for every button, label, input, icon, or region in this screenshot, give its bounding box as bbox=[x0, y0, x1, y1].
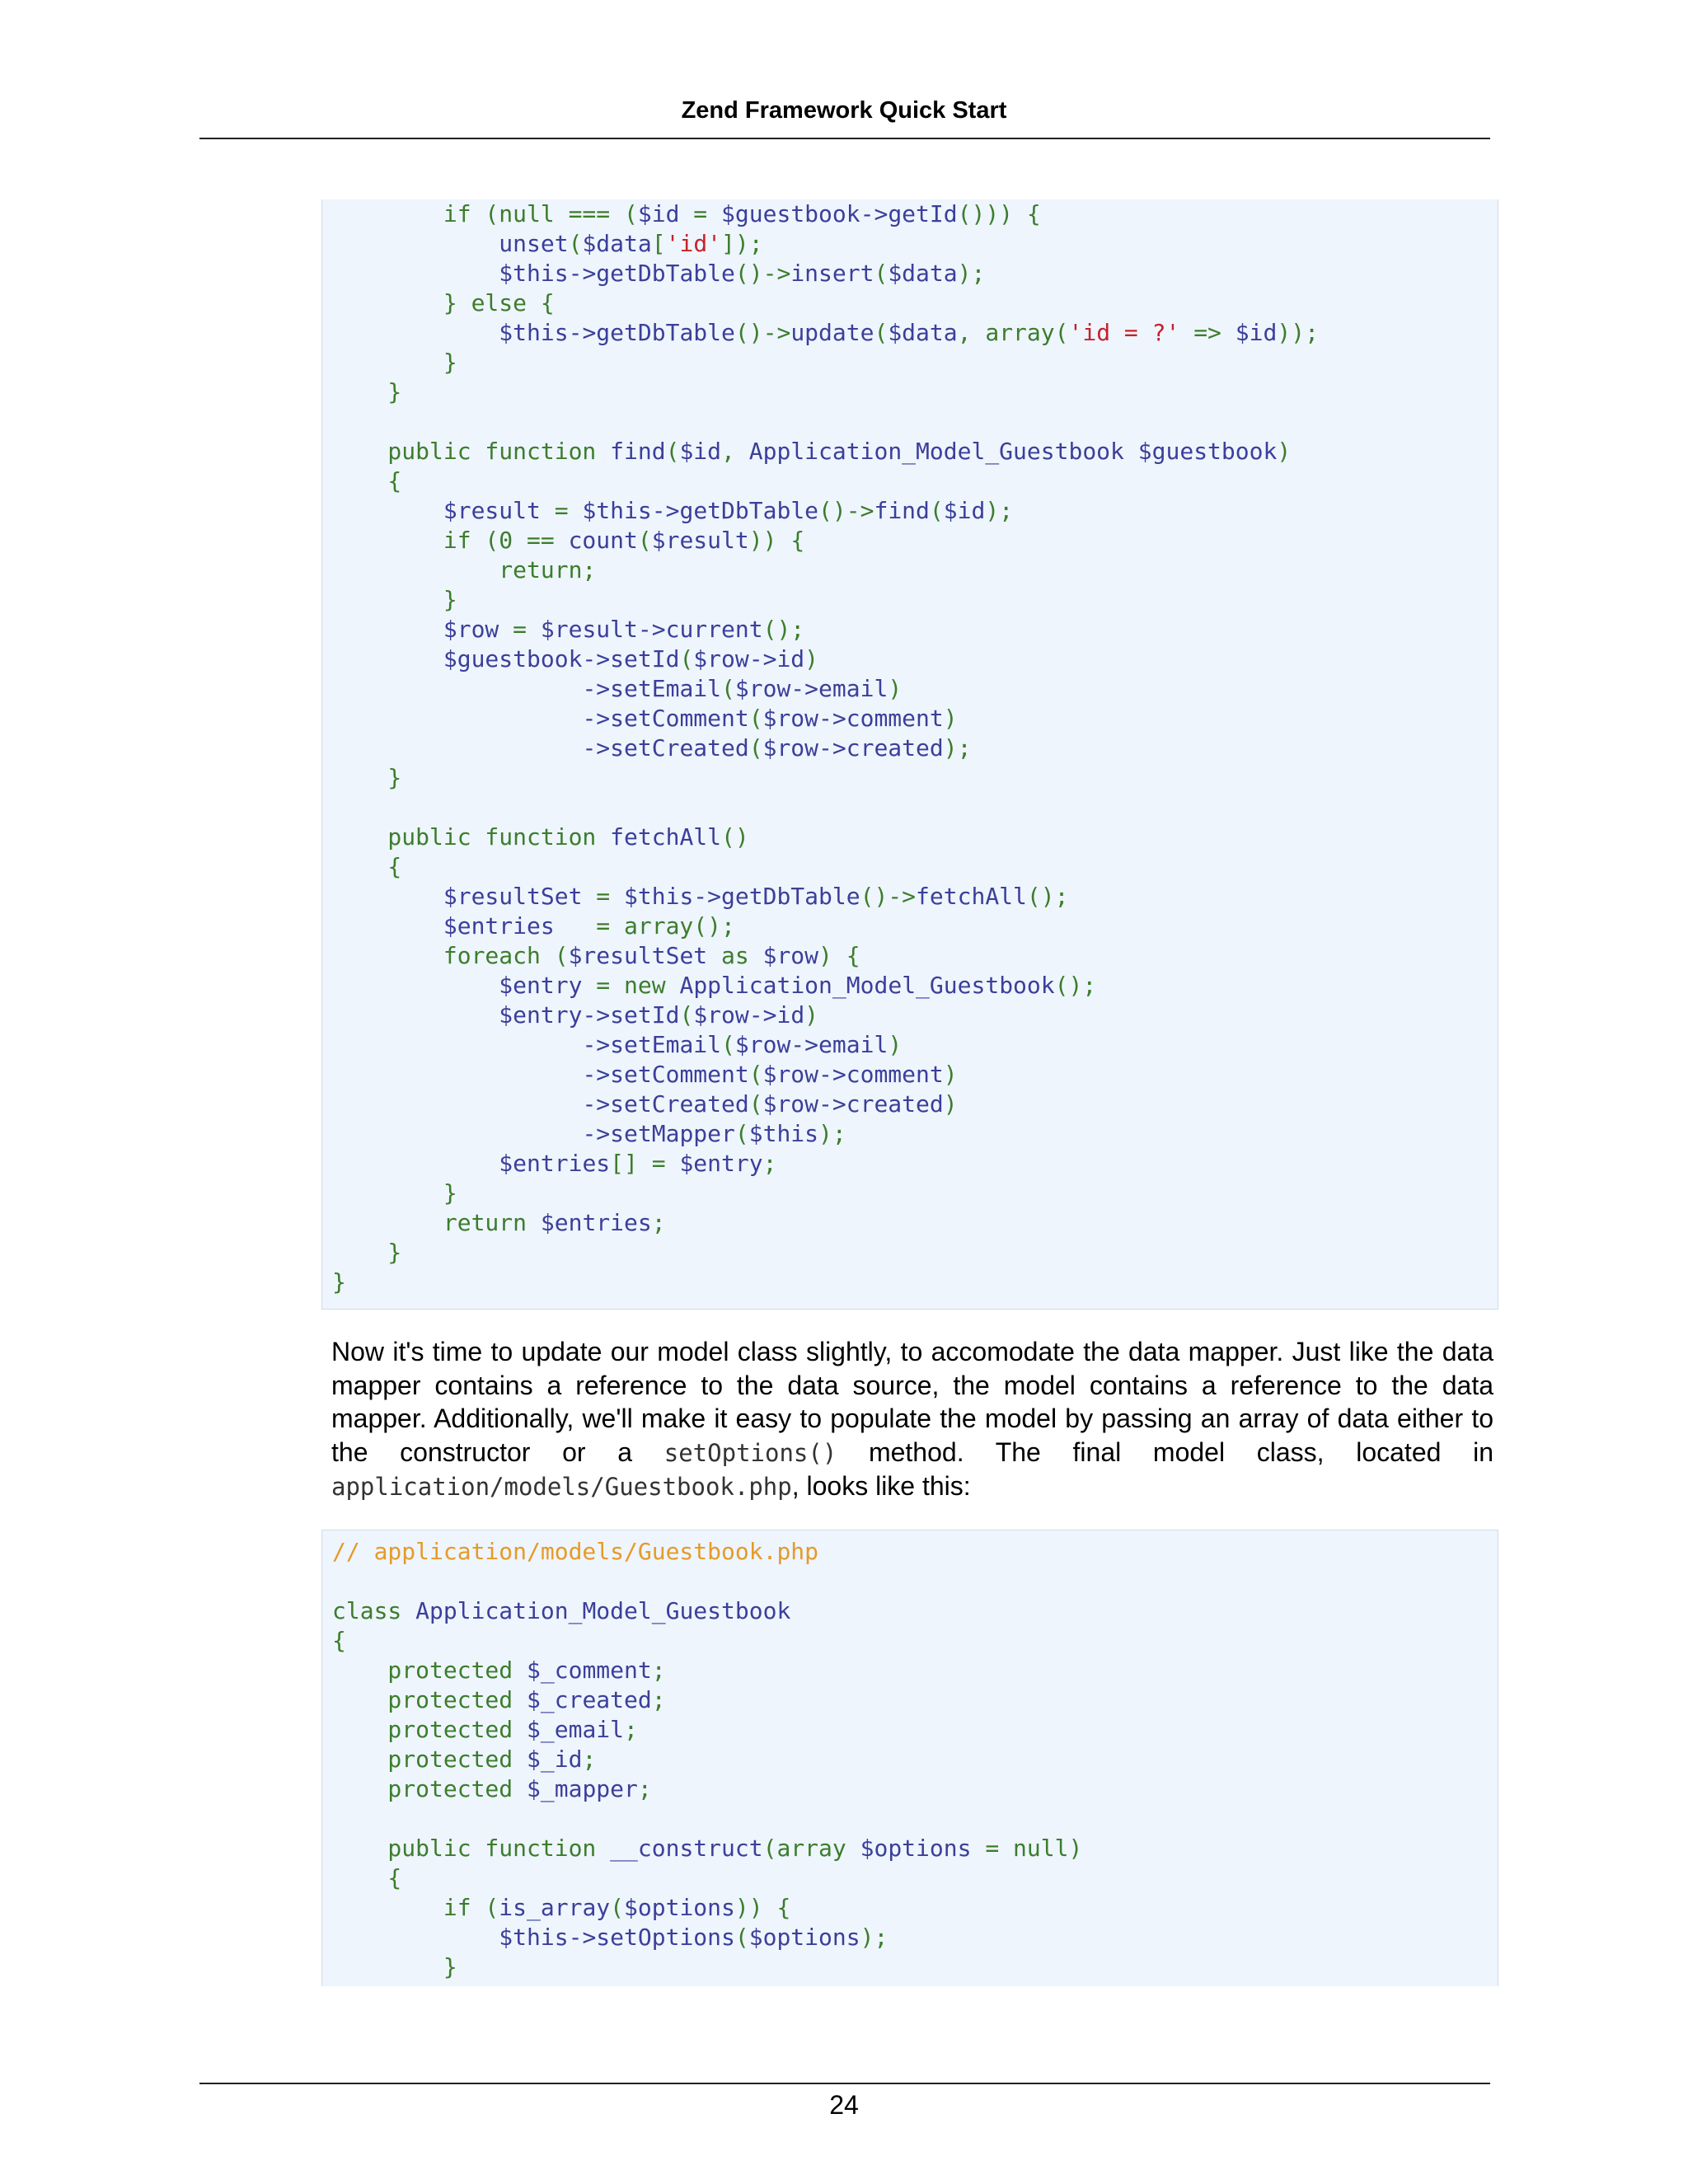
code-token: ->setEmail bbox=[582, 675, 722, 702]
code-line bbox=[332, 407, 1498, 437]
code-token bbox=[332, 1120, 582, 1147]
code-token: (array bbox=[762, 1835, 860, 1862]
code-token: ()-> bbox=[734, 319, 791, 346]
code-token: as bbox=[707, 942, 763, 969]
code-token: ( bbox=[734, 1120, 749, 1147]
code-token: $result bbox=[443, 497, 541, 524]
code-token: , bbox=[721, 438, 749, 465]
code-line bbox=[332, 1208, 1498, 1238]
code-line bbox=[332, 1119, 1498, 1149]
code-token: is_array bbox=[499, 1894, 611, 1921]
code-token: $_mapper bbox=[527, 1775, 638, 1802]
code-token: Application_Model_Guestbook bbox=[679, 972, 1055, 999]
code-line bbox=[332, 1149, 1498, 1179]
inline-code-setoptions: setOptions() bbox=[663, 1438, 837, 1467]
code-token: $row->email bbox=[734, 675, 889, 702]
code-line bbox=[332, 1060, 1498, 1090]
code-token bbox=[332, 645, 443, 673]
code-token: ) bbox=[804, 1001, 819, 1029]
code-token bbox=[332, 675, 582, 702]
code-token: ) bbox=[888, 1031, 903, 1058]
code-line bbox=[332, 1030, 1498, 1060]
code-token: public function bbox=[332, 438, 611, 465]
code-token: ()-> bbox=[818, 497, 874, 524]
code-token: ( bbox=[679, 645, 694, 673]
code-token: } bbox=[332, 349, 457, 376]
code-token: ()-> bbox=[860, 883, 917, 910]
code-token: } else { bbox=[332, 289, 555, 316]
code-token: ->setEmail bbox=[582, 1031, 722, 1058]
header-rule bbox=[199, 138, 1490, 139]
code-token: insert bbox=[790, 260, 874, 287]
code-token bbox=[332, 912, 443, 940]
code-token: ->setMapper bbox=[582, 1120, 735, 1147]
code-token: ) bbox=[888, 675, 903, 702]
code-token: ); bbox=[985, 497, 1014, 524]
code-line bbox=[332, 377, 1498, 407]
code-token bbox=[332, 1150, 499, 1177]
code-line bbox=[332, 1001, 1498, 1030]
code-token: ( bbox=[874, 319, 889, 346]
code-token: update bbox=[790, 319, 874, 346]
code-line bbox=[332, 1626, 1498, 1656]
paragraph-text-2: method. The final model class, located in bbox=[837, 1436, 1494, 1467]
code-line bbox=[332, 348, 1498, 377]
inline-code-path: application/models/Guestbook.php bbox=[331, 1473, 792, 1501]
code-token: $row->comment bbox=[762, 1061, 944, 1088]
code-token: => bbox=[1179, 319, 1236, 346]
code-line bbox=[332, 1090, 1498, 1119]
code-token: } bbox=[332, 378, 402, 405]
code-token: ( bbox=[610, 1894, 625, 1921]
code-token bbox=[332, 260, 499, 287]
code-line bbox=[332, 466, 1498, 496]
paragraph-text-3: , looks like this: bbox=[791, 1471, 971, 1501]
code-line bbox=[332, 259, 1498, 288]
code-token bbox=[332, 734, 582, 762]
code-line bbox=[332, 1952, 1498, 1982]
code-token: ( bbox=[734, 1924, 749, 1951]
code-token: ]); bbox=[721, 230, 763, 257]
code-line bbox=[332, 1238, 1498, 1268]
code-token: $entry bbox=[499, 972, 583, 999]
code-line bbox=[332, 1893, 1498, 1923]
code-line bbox=[332, 912, 1498, 941]
code-token: ; bbox=[637, 1775, 652, 1802]
code-token: // application/models/Guestbook.php bbox=[332, 1538, 819, 1565]
code-line bbox=[332, 1863, 1498, 1893]
code-token: ()-> bbox=[734, 260, 791, 287]
code-token: $data bbox=[888, 319, 958, 346]
code-token bbox=[332, 1924, 499, 1951]
code-token: $row bbox=[443, 616, 499, 643]
code-token: } bbox=[332, 1179, 457, 1207]
code-token: ) bbox=[943, 1090, 958, 1118]
code-token: public function bbox=[332, 1835, 611, 1862]
code-line bbox=[332, 1745, 1498, 1774]
code-token: if ( bbox=[332, 1894, 499, 1921]
code-token: ; bbox=[651, 1209, 666, 1236]
code-token: 'id = ?' bbox=[1068, 319, 1180, 346]
code-line bbox=[332, 1179, 1498, 1208]
code-token: } bbox=[332, 586, 457, 613]
code-line bbox=[332, 941, 1498, 971]
code-line bbox=[332, 1656, 1498, 1685]
code-token: ); bbox=[957, 260, 986, 287]
code-token: ())) { bbox=[957, 200, 1041, 227]
code-token: $result bbox=[651, 527, 749, 554]
code-token: $resultSet bbox=[568, 942, 708, 969]
code-token: __construct bbox=[610, 1835, 763, 1862]
code-token bbox=[332, 1001, 499, 1029]
code-token: $row->id bbox=[693, 645, 805, 673]
code-token: public function bbox=[332, 823, 611, 851]
code-token: $entry bbox=[679, 1150, 763, 1177]
code-token: = array(); bbox=[554, 912, 735, 940]
code-token: $id bbox=[1235, 319, 1278, 346]
code-token: $this->getDbTable bbox=[582, 497, 819, 524]
code-token: $entries bbox=[443, 912, 555, 940]
code-token: $this->setOptions bbox=[499, 1924, 735, 1951]
code-token: protected bbox=[332, 1775, 528, 1802]
code-line bbox=[332, 199, 1498, 229]
code-token: $data bbox=[888, 260, 958, 287]
code-token: $row bbox=[762, 942, 819, 969]
code-token: Application_Model_Guestbook $guestbook bbox=[748, 438, 1278, 465]
code-token: $this bbox=[748, 1120, 819, 1147]
code-token: fetchAll bbox=[916, 883, 1027, 910]
code-token: = bbox=[679, 200, 722, 227]
code-token: count bbox=[568, 527, 638, 554]
code-token: ->setComment bbox=[582, 705, 749, 732]
code-token: { bbox=[332, 1627, 346, 1654]
code-block-model bbox=[321, 1530, 1498, 1986]
code-token: [] = bbox=[610, 1150, 680, 1177]
code-line bbox=[332, 437, 1498, 466]
code-token: $id bbox=[943, 497, 986, 524]
code-token: ) bbox=[804, 645, 819, 673]
code-token: { bbox=[332, 467, 402, 494]
code-token: = bbox=[499, 616, 541, 643]
code-token bbox=[332, 705, 582, 732]
code-token: = bbox=[540, 497, 583, 524]
code-token: $guestbook->getId bbox=[721, 200, 958, 227]
code-token: foreach ( bbox=[332, 942, 569, 969]
code-token: $this->getDbTable bbox=[624, 883, 860, 910]
code-token: fetchAll bbox=[610, 823, 722, 851]
code-token: ( bbox=[929, 497, 944, 524]
code-token: $id bbox=[637, 200, 680, 227]
code-token: } bbox=[332, 764, 402, 791]
code-token: $options bbox=[860, 1835, 972, 1862]
paragraph-text-1: Now it's time to update our model class slightly, to accomodate the data mapper. Just like the data mapper contains a reference to the data source, the model contains a reference to the data mapper. Additionally, we'll make it easy to populate the model by passing an array of data either to the constructor or a bbox=[331, 1337, 1493, 1467]
code-token: 'id' bbox=[665, 230, 722, 257]
code-token: protected bbox=[332, 1686, 528, 1713]
code-line bbox=[332, 1715, 1498, 1745]
code-token: ) { bbox=[818, 942, 860, 969]
code-token: } bbox=[332, 1268, 346, 1296]
code-token: ; bbox=[762, 1150, 777, 1177]
code-token: $resultSet bbox=[443, 883, 583, 910]
code-line bbox=[332, 1804, 1498, 1834]
code-line bbox=[332, 733, 1498, 763]
code-line bbox=[332, 674, 1498, 704]
code-token: ( bbox=[637, 527, 652, 554]
code-token: , array( bbox=[957, 319, 1069, 346]
code-token: [ bbox=[651, 230, 666, 257]
code-token: )); bbox=[1277, 319, 1319, 346]
footer-rule bbox=[199, 2083, 1490, 2084]
code-token: $this->getDbTable bbox=[499, 319, 735, 346]
code-token: find bbox=[874, 497, 930, 524]
code-line bbox=[332, 971, 1498, 1001]
code-line bbox=[332, 1537, 1498, 1567]
code-token: $this->getDbTable bbox=[499, 260, 735, 287]
code-token: ( bbox=[748, 1090, 763, 1118]
code-token: { bbox=[332, 853, 402, 880]
body-paragraph bbox=[331, 1335, 1493, 1504]
code-token: $row->created bbox=[762, 1090, 944, 1118]
code-line bbox=[332, 1268, 1498, 1297]
code-token bbox=[332, 319, 499, 346]
code-token: $row->created bbox=[762, 734, 944, 762]
code-token: ) bbox=[943, 705, 958, 732]
code-token: class bbox=[332, 1597, 416, 1624]
code-token: ); bbox=[818, 1120, 846, 1147]
code-token: return bbox=[332, 1209, 541, 1236]
code-line bbox=[332, 229, 1498, 259]
code-line bbox=[332, 555, 1498, 585]
code-token: ( bbox=[748, 734, 763, 762]
code-token: = null) bbox=[971, 1835, 1083, 1862]
code-token: $guestbook->setId bbox=[443, 645, 680, 673]
code-token: $result->current bbox=[540, 616, 763, 643]
code-token: $options bbox=[624, 1894, 735, 1921]
code-block-mapper bbox=[321, 199, 1498, 1310]
code-token: ( bbox=[721, 1031, 735, 1058]
code-token bbox=[332, 1090, 582, 1118]
code-token: ; bbox=[651, 1657, 666, 1684]
code-token: unset bbox=[499, 230, 569, 257]
code-token: ); bbox=[943, 734, 972, 762]
code-token: $entries bbox=[499, 1150, 611, 1177]
code-token bbox=[332, 972, 499, 999]
code-line bbox=[332, 288, 1498, 318]
code-token: = new bbox=[582, 972, 680, 999]
code-token: if (0 == bbox=[332, 527, 569, 554]
code-token: } bbox=[332, 1239, 402, 1266]
code-token: ) bbox=[1277, 438, 1292, 465]
code-line bbox=[332, 704, 1498, 733]
code-line bbox=[332, 644, 1498, 674]
code-line bbox=[332, 496, 1498, 526]
code-token bbox=[332, 616, 443, 643]
code-line bbox=[332, 882, 1498, 912]
code-token: $_created bbox=[527, 1686, 652, 1713]
code-token: $row->id bbox=[693, 1001, 805, 1029]
code-line bbox=[332, 615, 1498, 644]
code-token: ; bbox=[624, 1716, 638, 1743]
code-token: ( bbox=[748, 705, 763, 732]
code-token: ) bbox=[943, 1061, 958, 1088]
code-line bbox=[332, 1567, 1498, 1596]
code-token: $_id bbox=[527, 1746, 583, 1773]
code-line bbox=[332, 1596, 1498, 1626]
code-token: $entry->setId bbox=[499, 1001, 680, 1029]
code-token: () bbox=[721, 823, 749, 851]
code-token: ->setCreated bbox=[582, 734, 749, 762]
page-number: 24 bbox=[829, 2090, 859, 2120]
code-token: ); bbox=[860, 1924, 889, 1951]
code-token: protected bbox=[332, 1716, 528, 1743]
code-token: protected bbox=[332, 1657, 528, 1684]
code-token: (); bbox=[762, 616, 805, 643]
code-line bbox=[332, 1834, 1498, 1863]
code-token: (); bbox=[1054, 972, 1097, 999]
code-token: ->setComment bbox=[582, 1061, 749, 1088]
code-token: ( bbox=[874, 260, 889, 287]
code-token: return; bbox=[332, 556, 597, 583]
code-token: $row->comment bbox=[762, 705, 944, 732]
code-token: = bbox=[582, 883, 625, 910]
code-token: ( bbox=[748, 1061, 763, 1088]
code-token bbox=[332, 1061, 582, 1088]
code-line bbox=[332, 823, 1498, 852]
code-line bbox=[332, 1923, 1498, 1952]
code-token bbox=[332, 883, 443, 910]
code-line bbox=[332, 1774, 1498, 1804]
code-token: ( bbox=[665, 438, 680, 465]
code-token: )) { bbox=[734, 1894, 791, 1921]
code-token: )) { bbox=[748, 527, 805, 554]
code-token: ( bbox=[679, 1001, 694, 1029]
code-line bbox=[332, 852, 1498, 882]
code-token: ; bbox=[651, 1686, 666, 1713]
code-token: (); bbox=[1026, 883, 1069, 910]
code-token: ( bbox=[721, 675, 735, 702]
code-token bbox=[332, 497, 443, 524]
code-line bbox=[332, 793, 1498, 823]
running-header: Zend Framework Quick Start bbox=[681, 97, 1007, 124]
code-line bbox=[332, 526, 1498, 555]
code-token bbox=[332, 1031, 582, 1058]
code-line bbox=[332, 1685, 1498, 1715]
code-line bbox=[332, 763, 1498, 793]
code-token: $entries bbox=[540, 1209, 652, 1236]
code-line bbox=[332, 318, 1498, 348]
code-token: $options bbox=[748, 1924, 860, 1951]
code-token: Application_Model_Guestbook bbox=[415, 1597, 791, 1624]
code-token: } bbox=[332, 1953, 457, 1980]
code-token: $row->email bbox=[734, 1031, 889, 1058]
code-token: { bbox=[332, 1864, 402, 1891]
code-token: if (null === ( bbox=[332, 200, 638, 227]
code-token: find bbox=[610, 438, 666, 465]
code-line bbox=[332, 585, 1498, 615]
code-token: ; bbox=[582, 1746, 597, 1773]
code-token: protected bbox=[332, 1746, 528, 1773]
code-token: $_comment bbox=[527, 1657, 652, 1684]
code-token: $data bbox=[582, 230, 652, 257]
code-token: $id bbox=[679, 438, 722, 465]
code-token: ->setCreated bbox=[582, 1090, 749, 1118]
code-token: ( bbox=[568, 230, 583, 257]
code-token bbox=[332, 230, 499, 257]
code-token: $_email bbox=[527, 1716, 625, 1743]
